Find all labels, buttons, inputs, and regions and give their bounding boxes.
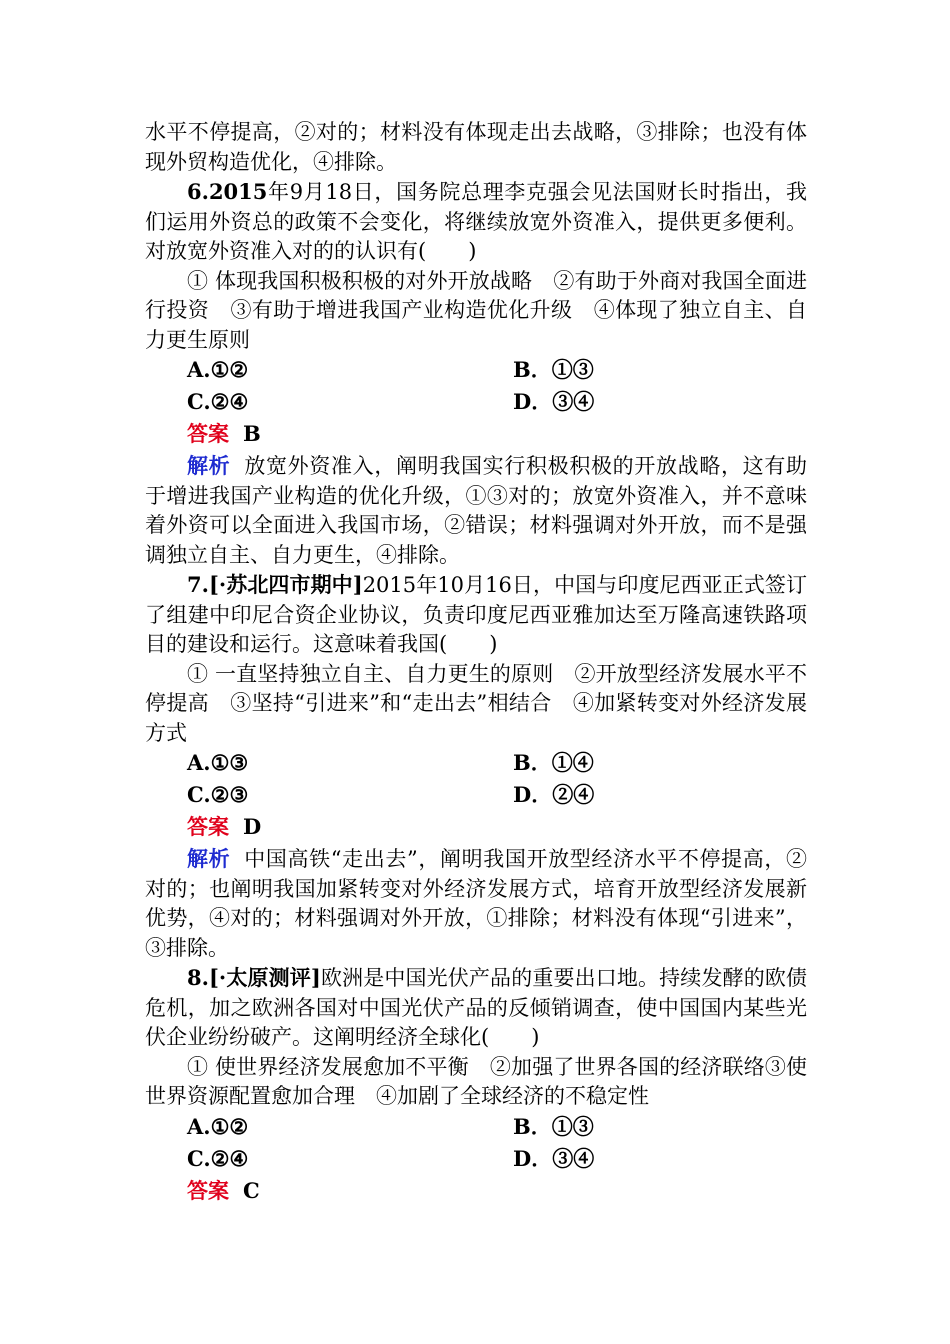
question-7-text: 2015年10月16日，中国与印度尼西亚正式签订了组建中印尼合资企业协议，负责印度尼西亚雅加达至万隆高速铁路项目的建设和运行。这意味着我国( )	[145, 573, 808, 656]
question-6-number: 6.	[187, 179, 209, 204]
question-7-source: [·苏北四市期中]	[208, 572, 363, 597]
question-7-items: ① 一直坚持独立自主、自力更生的原则 ②开放型经济发展水平不停提高 ③坚持“引进来”和“走出去”相结合 ④加紧转变对外经济发展方式	[145, 661, 807, 745]
answer-label: 答案	[187, 1177, 229, 1203]
lead-paragraph: 水平不停提高，②对的；材料没有体现走出去战略，③排除；也没有体现外贸构造优化，④排除。	[145, 120, 807, 174]
question-8-source: [·太原测评]	[208, 965, 321, 990]
question-8-number: 8.	[187, 965, 209, 990]
question-6-option-a: A.①②	[187, 357, 249, 382]
question-7-option-d: D．②④	[513, 782, 595, 807]
question-7-option-a: A.①③	[187, 750, 249, 775]
answer-value: C	[243, 1177, 260, 1203]
question-7-stem	[145, 570, 807, 660]
question-7-answer	[187, 812, 807, 844]
question-6-year: 2015	[208, 179, 268, 204]
question-7-option-b: B．①④	[513, 750, 594, 775]
question-8-stem	[145, 963, 807, 1053]
document-page	[145, 118, 807, 1208]
question-6-options-row-1	[145, 355, 807, 387]
analysis-label: 解析	[187, 453, 231, 478]
question-6-answer	[187, 419, 807, 451]
question-8-option-b: B．①③	[513, 1113, 594, 1139]
question-6-items: ① 体现我国积极积极的对外开放战略 ②有助于外商对我国全面进行投资 ③有助于增进我国产业构造优化升级 ④体现了独立自主、自力更生原则	[145, 268, 807, 352]
question-6-analysis	[145, 451, 807, 570]
question-8-answer	[187, 1176, 807, 1208]
question-8-text: 欧洲是中国光伏产品的重要出口地。持续发酵的欧债危机，加之欧洲各国对中国光伏产品的反倾销调查，使中国国内某些光伏企业纷纷破产。这阐明经济全球化( )	[145, 966, 807, 1049]
analysis-label: 解析	[187, 846, 231, 871]
question-7-options-row-2	[145, 780, 807, 812]
analysis-text: 中国高铁“走出去”，阐明我国开放型经济水平不停提高，②对的；也阐明我国加紧转变对外经济发展方式，培育开放型经济发展新优势，④对的；材料强调对外开放，①排除；材料没有体现“引进来”，③排除。	[145, 847, 807, 960]
question-6-option-b: B．①③	[513, 357, 594, 382]
question-6-option-d: D．③④	[513, 389, 595, 414]
analysis-text: 放宽外资准入，阐明我国实行积极积极的开放战略，这有助于增进我国产业构造的优化升级，①③对的；放宽外资准入，并不意味着外资可以全面进入我国市场，②错误；材料强调对外开放，而不是强调独立自主、自力更生，④排除。	[145, 454, 808, 567]
question-7-options-row-1	[145, 748, 807, 780]
question-6-text: 年9月18日，国务院总理李克强会见法国财长时指出，我们运用外资总的政策不会变化，将继续放宽外资准入，提供更多便利。对放宽外资准入对的的认识有( )	[145, 180, 807, 263]
question-6-options-row-2	[145, 387, 807, 419]
answer-value: B	[243, 421, 261, 446]
question-8-items: ① 使世界经济发展愈加不平衡 ②加强了世界各国的经济联络③使世界资源配置愈加合理 ④加剧了全球经济的不稳定性	[145, 1054, 807, 1108]
question-7-option-c: C.②③	[187, 782, 249, 807]
question-8-options-row-1	[145, 1112, 807, 1144]
question-6-stem	[145, 177, 807, 267]
question-8-options-row-2	[145, 1144, 807, 1176]
answer-label: 答案	[187, 421, 229, 446]
question-6-option-c: C.②④	[187, 389, 249, 414]
question-7-number: 7.	[187, 572, 209, 597]
question-8-option-d: D．③④	[513, 1145, 595, 1171]
question-8-option-c: C.②④	[187, 1145, 249, 1171]
question-8-option-a: A.①②	[187, 1113, 249, 1139]
answer-value: D	[243, 814, 262, 839]
question-7-analysis	[145, 844, 807, 963]
answer-label: 答案	[187, 814, 229, 839]
